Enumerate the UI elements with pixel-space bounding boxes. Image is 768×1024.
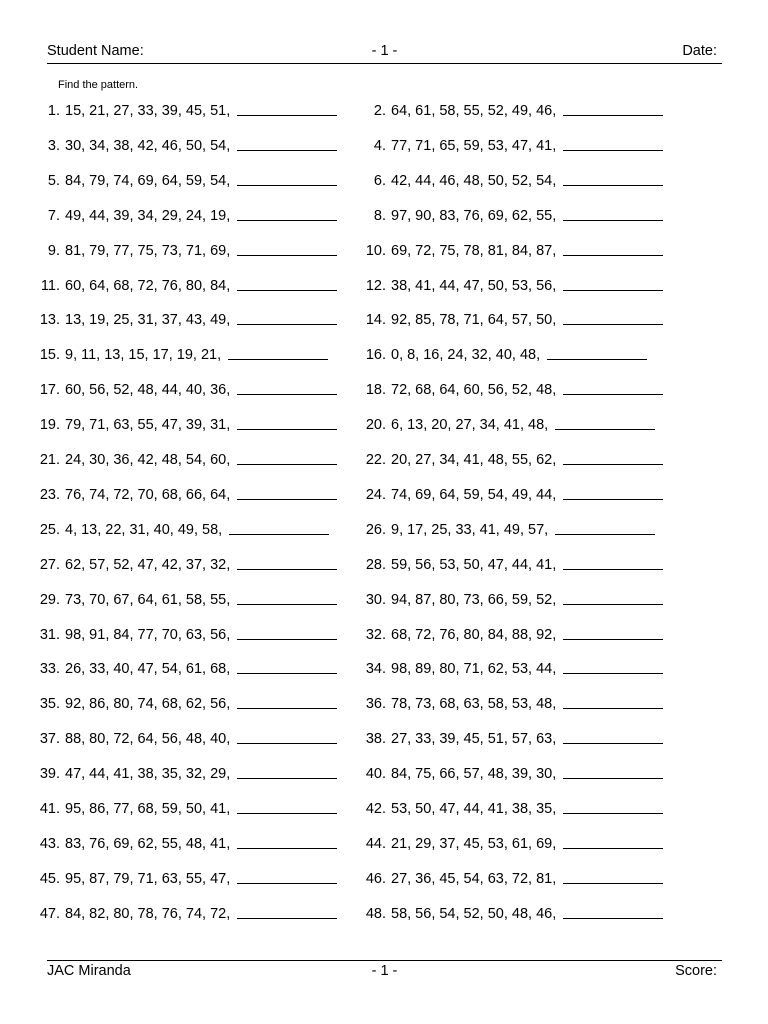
answer-blank[interactable] xyxy=(563,115,663,116)
answer-blank[interactable] xyxy=(563,220,663,221)
problem-item xyxy=(38,795,337,817)
problem-number: 12. xyxy=(365,277,386,294)
answer-blank[interactable] xyxy=(563,185,663,186)
answer-blank[interactable] xyxy=(237,499,337,500)
answer-blank[interactable] xyxy=(237,708,337,709)
problem-item xyxy=(364,202,663,224)
student-name-label: Student Name: xyxy=(47,43,144,59)
problem-sequence: 9, 11, 13, 15, 17, 19, 21, xyxy=(65,347,222,364)
answer-blank[interactable] xyxy=(237,220,337,221)
problem-sequence: 83, 76, 69, 62, 55, 48, 41, xyxy=(65,835,231,852)
answer-blank[interactable] xyxy=(547,359,647,360)
problem-number: 18. xyxy=(365,382,386,399)
problem-item xyxy=(38,655,337,677)
problem-sequence: 98, 91, 84, 77, 70, 63, 56, xyxy=(65,626,231,643)
problem-item xyxy=(38,621,337,643)
page-number: - 1 - xyxy=(371,43,398,59)
problem-item xyxy=(38,830,337,852)
problem-item xyxy=(38,690,337,712)
problem-sequence: 6, 13, 20, 27, 34, 41, 48, xyxy=(391,417,549,434)
problem-number: 8. xyxy=(373,207,386,224)
problem-number: 39. xyxy=(39,766,60,783)
problem-item xyxy=(38,865,337,887)
problem-sequence: 94, 87, 80, 73, 66, 59, 52, xyxy=(391,591,557,608)
problem-number: 25. xyxy=(39,521,60,538)
problem-number: 4. xyxy=(373,137,386,154)
problem-number: 46. xyxy=(365,870,386,887)
problem-number: 5. xyxy=(47,172,60,189)
problem-number: 48. xyxy=(365,905,386,922)
problem-item xyxy=(38,167,337,189)
instruction-text: Find the pattern. xyxy=(58,79,139,91)
answer-blank[interactable] xyxy=(237,673,337,674)
answer-blank[interactable] xyxy=(563,324,663,325)
problem-item xyxy=(364,306,663,328)
author-name: JAC Miranda xyxy=(47,963,131,979)
problem-sequence: 76, 74, 72, 70, 68, 66, 64, xyxy=(65,486,231,503)
problem-number: 20. xyxy=(365,417,386,434)
problem-number: 44. xyxy=(365,835,386,852)
problem-sequence: 64, 61, 58, 55, 52, 49, 46, xyxy=(391,103,557,119)
problem-sequence: 4, 13, 22, 31, 40, 49, 58, xyxy=(65,521,223,538)
problem-item xyxy=(38,760,337,782)
problem-sequence: 49, 44, 39, 34, 29, 24, 19, xyxy=(65,207,231,224)
answer-blank[interactable] xyxy=(563,848,663,849)
score-label: Score: xyxy=(675,963,717,979)
problem-sequence: 60, 56, 52, 48, 44, 40, 36, xyxy=(65,382,231,399)
problem-sequence: 42, 44, 46, 48, 50, 52, 54, xyxy=(391,172,557,189)
problem-sequence: 60, 64, 68, 72, 76, 80, 84, xyxy=(65,277,231,294)
problem-number: 15. xyxy=(39,347,60,364)
problem-item xyxy=(364,621,663,643)
problem-item xyxy=(364,481,663,503)
answer-blank[interactable] xyxy=(237,883,337,884)
problem-number: 11. xyxy=(40,277,60,294)
answer-blank[interactable] xyxy=(563,569,663,570)
problem-sequence: 88, 80, 72, 64, 56, 48, 40, xyxy=(65,731,231,748)
problem-number: 13. xyxy=(39,312,60,329)
answer-blank[interactable] xyxy=(237,290,337,291)
problem-item xyxy=(38,586,337,608)
problem-sequence: 58, 56, 54, 52, 50, 48, 46, xyxy=(391,905,557,922)
answer-blank[interactable] xyxy=(237,848,337,849)
problem-item xyxy=(364,132,663,154)
problem-sequence: 84, 82, 80, 78, 76, 74, 72, xyxy=(65,905,231,922)
problem-number: 36. xyxy=(365,696,386,713)
problem-sequence: 47, 44, 41, 38, 35, 32, 29, xyxy=(65,766,231,783)
problem-number: 24. xyxy=(365,486,386,503)
problem-item xyxy=(364,237,663,259)
problem-item xyxy=(364,446,663,468)
problem-number: 28. xyxy=(365,556,386,573)
answer-blank[interactable] xyxy=(237,778,337,779)
answer-blank[interactable] xyxy=(237,185,337,186)
problem-sequence: 92, 86, 80, 74, 68, 62, 56, xyxy=(65,696,231,713)
problem-sequence: 26, 33, 40, 47, 54, 61, 68, xyxy=(65,661,231,678)
answer-blank[interactable] xyxy=(237,394,337,395)
problem-number: 7. xyxy=(47,207,60,224)
problem-item xyxy=(38,237,337,259)
date-label: Date: xyxy=(682,43,717,59)
problem-item xyxy=(38,97,337,119)
problem-number: 30. xyxy=(365,591,386,608)
answer-blank[interactable] xyxy=(237,639,337,640)
problem-item xyxy=(364,865,663,887)
problem-item xyxy=(364,690,663,712)
footer-page-number: - 1 - xyxy=(371,963,398,979)
page-footer xyxy=(47,963,722,983)
answer-blank[interactable] xyxy=(563,918,663,919)
answer-blank[interactable] xyxy=(563,883,663,884)
problem-item xyxy=(38,446,337,468)
problem-number: 19. xyxy=(39,417,60,434)
problem-number: 31. xyxy=(39,626,60,643)
problem-number: 2. xyxy=(373,103,386,119)
problem-item xyxy=(364,341,647,363)
problem-number: 35. xyxy=(39,696,60,713)
answer-blank[interactable] xyxy=(237,918,337,919)
problem-number: 23. xyxy=(39,486,60,503)
problem-item xyxy=(38,900,337,922)
problem-sequence: 69, 72, 75, 78, 81, 84, 87, xyxy=(391,242,557,259)
problem-sequence: 20, 27, 34, 41, 48, 55, 62, xyxy=(391,452,557,468)
problem-number: 9. xyxy=(47,242,60,259)
problem-item xyxy=(364,167,663,189)
answer-blank[interactable] xyxy=(237,464,337,465)
answer-blank[interactable] xyxy=(237,813,337,814)
problem-sequence: 72, 68, 64, 60, 56, 52, 48, xyxy=(391,382,557,399)
problem-number: 38. xyxy=(365,731,386,748)
problem-sequence: 68, 72, 76, 80, 84, 88, 92, xyxy=(391,626,557,643)
answer-blank[interactable] xyxy=(237,150,337,151)
problem-number: 27. xyxy=(39,556,60,573)
problem-item xyxy=(38,516,329,538)
answer-blank[interactable] xyxy=(555,534,655,535)
problem-item xyxy=(364,795,663,817)
problem-item xyxy=(364,830,663,852)
answer-blank[interactable] xyxy=(563,255,663,256)
problem-item xyxy=(38,376,337,398)
problem-number: 29. xyxy=(39,591,60,608)
problem-sequence: 21, 29, 37, 45, 53, 61, 69, xyxy=(391,835,557,852)
answer-blank[interactable] xyxy=(563,464,663,465)
problem-number: 26. xyxy=(365,521,386,538)
problem-number: 1. xyxy=(47,103,60,119)
problem-item xyxy=(38,306,337,328)
problem-number: 6. xyxy=(373,172,386,189)
answer-blank[interactable] xyxy=(563,394,663,395)
problem-item xyxy=(38,481,337,503)
problem-sequence: 78, 73, 68, 63, 58, 53, 48, xyxy=(391,696,557,713)
problem-sequence: 9, 17, 25, 33, 41, 49, 57, xyxy=(391,521,549,538)
answer-blank[interactable] xyxy=(237,569,337,570)
problem-number: 42. xyxy=(365,801,386,817)
answer-blank[interactable] xyxy=(563,743,663,744)
problem-sequence: 97, 90, 83, 76, 69, 62, 55, xyxy=(391,207,557,224)
answer-blank[interactable] xyxy=(563,499,663,500)
problem-number: 45. xyxy=(39,870,60,887)
problem-number: 21. xyxy=(39,452,60,468)
problem-item xyxy=(364,551,663,573)
problem-item xyxy=(364,900,663,922)
problem-sequence: 27, 33, 39, 45, 51, 57, 63, xyxy=(391,731,557,748)
problem-sequence: 13, 19, 25, 31, 37, 43, 49, xyxy=(65,312,231,329)
problem-sequence: 98, 89, 80, 71, 62, 53, 44, xyxy=(391,661,557,678)
problem-sequence: 15, 21, 27, 33, 39, 45, 51, xyxy=(65,103,231,119)
problem-sequence: 30, 34, 38, 42, 46, 50, 54, xyxy=(65,137,231,154)
problem-number: 33. xyxy=(39,661,60,678)
problem-item xyxy=(38,411,337,433)
problem-number: 40. xyxy=(365,766,386,783)
answer-blank[interactable] xyxy=(563,290,663,291)
problem-item xyxy=(364,376,663,398)
problem-sequence: 73, 70, 67, 64, 61, 58, 55, xyxy=(65,591,231,608)
problem-number: 3. xyxy=(47,137,60,154)
problem-sequence: 95, 86, 77, 68, 59, 50, 41, xyxy=(65,801,231,817)
problem-number: 17. xyxy=(39,382,60,399)
problem-number: 10. xyxy=(365,242,386,259)
answer-blank[interactable] xyxy=(563,778,663,779)
answer-blank[interactable] xyxy=(563,639,663,640)
problem-item xyxy=(364,725,663,747)
problem-number: 14. xyxy=(365,312,386,329)
problem-sequence: 84, 75, 66, 57, 48, 39, 30, xyxy=(391,766,557,783)
answer-blank[interactable] xyxy=(563,604,663,605)
answer-blank[interactable] xyxy=(229,534,329,535)
problem-number: 47. xyxy=(39,905,60,922)
answer-blank[interactable] xyxy=(228,359,328,360)
problem-number: 16. xyxy=(365,347,386,364)
problem-sequence: 38, 41, 44, 47, 50, 53, 56, xyxy=(391,277,557,294)
problem-number: 37. xyxy=(39,731,60,748)
problem-sequence: 0, 8, 16, 24, 32, 40, 48, xyxy=(391,347,541,364)
problem-number: 32. xyxy=(365,626,386,643)
problem-number: 41. xyxy=(39,801,60,817)
problem-item xyxy=(38,132,337,154)
problem-item xyxy=(364,411,655,433)
answer-blank[interactable] xyxy=(555,429,655,430)
problem-item xyxy=(364,760,663,782)
answer-blank[interactable] xyxy=(237,429,337,430)
problem-sequence: 95, 87, 79, 71, 63, 55, 47, xyxy=(65,870,231,887)
problem-sequence: 59, 56, 53, 50, 47, 44, 41, xyxy=(391,556,557,573)
problem-item xyxy=(38,551,337,573)
problem-sequence: 79, 71, 63, 55, 47, 39, 31, xyxy=(65,417,231,434)
problem-item xyxy=(364,586,663,608)
answer-blank[interactable] xyxy=(237,255,337,256)
answer-blank[interactable] xyxy=(237,604,337,605)
problem-item xyxy=(38,725,337,747)
problem-sequence: 27, 36, 45, 54, 63, 72, 81, xyxy=(391,870,557,887)
footer-rule xyxy=(47,960,722,961)
answer-blank[interactable] xyxy=(237,743,337,744)
problem-sequence: 81, 79, 77, 75, 73, 71, 69, xyxy=(65,242,231,259)
problem-number: 34. xyxy=(365,661,386,678)
problem-sequence: 84, 79, 74, 69, 64, 59, 54, xyxy=(65,172,231,189)
answer-blank[interactable] xyxy=(563,673,663,674)
problem-item xyxy=(364,97,663,119)
problem-sequence: 24, 30, 36, 42, 48, 54, 60, xyxy=(65,452,231,468)
problem-sequence: 62, 57, 52, 47, 42, 37, 32, xyxy=(65,556,231,573)
problem-item xyxy=(38,341,328,363)
problem-item xyxy=(364,516,655,538)
answer-blank[interactable] xyxy=(237,324,337,325)
answer-blank[interactable] xyxy=(563,150,663,151)
problem-sequence: 92, 85, 78, 71, 64, 57, 50, xyxy=(391,312,557,329)
problem-number: 22. xyxy=(365,452,386,468)
problem-item xyxy=(38,272,337,294)
answer-blank[interactable] xyxy=(237,115,337,116)
problem-number: 43. xyxy=(39,835,60,852)
problem-item xyxy=(364,272,663,294)
problem-item xyxy=(38,202,337,224)
answer-blank[interactable] xyxy=(563,708,663,709)
problem-item xyxy=(364,655,663,677)
problem-sequence: 74, 69, 64, 59, 54, 49, 44, xyxy=(391,486,557,503)
problem-sequence: 77, 71, 65, 59, 53, 47, 41, xyxy=(391,137,557,154)
answer-blank[interactable] xyxy=(563,813,663,814)
problem-sequence: 53, 50, 47, 44, 41, 38, 35, xyxy=(391,801,557,817)
